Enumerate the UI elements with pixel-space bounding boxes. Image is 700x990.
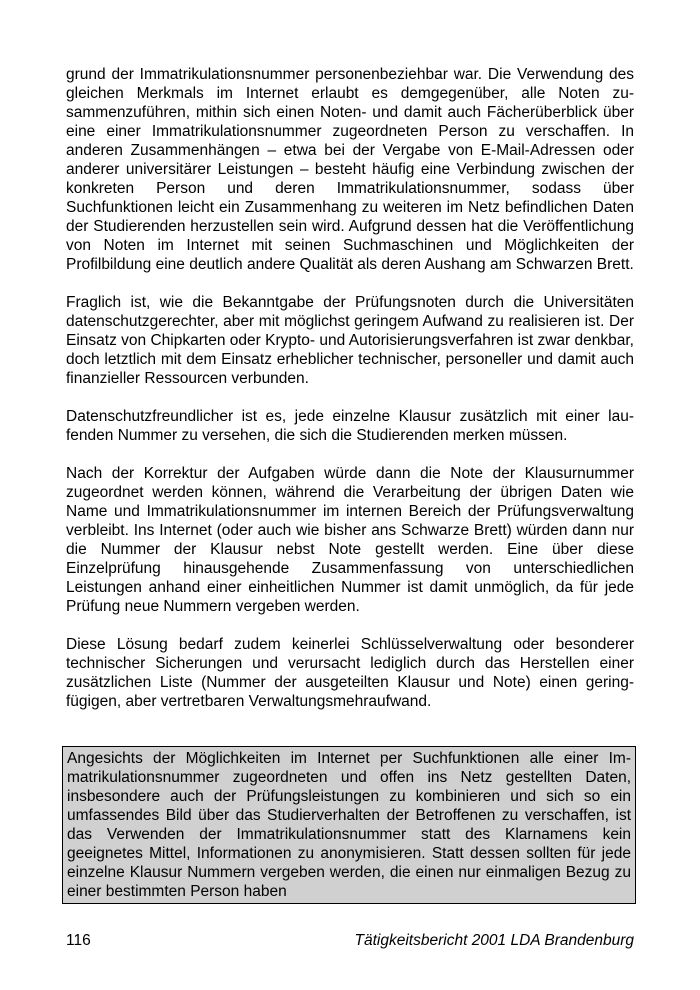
paragraph-bekanntgabe-pruefungsnoten: Fraglich ist, wie die Bekanntgabe der Prüfungsnoten durch die Universitäten datenschutzgerechter, aber mit möglichst geringem Aufwand zu realisieren ist. Der Einsatz von Chipkarten oder Krypto- und Autorisierungsverfahren ist zwar denkbar, doch letztlich mit dem Einsatz erheblicher technischer, personeller und damit auch finanzieller Ressourcen verbunden. <box>66 294 634 387</box>
page-number: 116 <box>66 932 91 949</box>
running-title: Tätigkeitsbericht 2001 LDA Brandenburg <box>354 932 634 949</box>
paragraph-immatrikulationsnummer-internet: grund der Immatrikulationsnummer personenbeziehbar war. Die Verwendung des gleichen Merkmals im Internet erlaubt es demgegenüber, alle Noten zusammenzuführen, mithin sich einen Noten- und damit auch Fächerüberblick über eine einer Immatrikulationsnummer zugeordneten Person zu verschaffen. In anderen Zusammenhängen – etwa bei der Vergabe von E-Mail-Adressen oder anderer universitärer Leistungen – besteht häufig eine Verbindung zwischen der konkreten Person und deren Immatrikulationsnummer, sodass über Suchfunktionen leicht ein Zusammenhang zu weiteren im Netz befindlichen Daten der Studierenden herzustellen sein wird. Aufgrund dessen hat die Veröffentlichung von Noten im Internet mit seinen Suchmaschinen und Möglichkeiten der Profilbildung eine deutlich andere Qualität als deren Aushang am Schwarzen Brett. <box>66 66 634 273</box>
paragraph-korrektur-klausurnummer: Nach der Korrektur der Aufgaben würde dann die Note der Klausurnummer zugeordnet werden können, während die Verarbeitung der übrigen Daten wie Name und Immatrikulationsnummer im internen Bereich der Prüfungsverwaltung verbleibt. Ins Internet (oder auch wie bisher ans Schwarze Brett) würden dann nur die Nummer der Klausur nebst Note gestellt werden. Eine über diese Einzelprüfung hinausgehende Zusammenfassung von unterschiedlichen Leistungen anhand einer einheitlichen Nummer ist damit unmöglich, da für jede Prüfung neue Nummern vergeben werden. <box>66 465 634 615</box>
summary-box: Angesichts der Möglichkeiten im Internet per Suchfunktionen alle einer Immatrikulationsnummer zugeordneten und offen ins Netz gestellten Daten, insbesondere auch der Prüfungsleistungen zu kombinieren und sich so ein umfassendes Bild über das Studierverhalten der Betroffenen zu verschaffen, ist das Verwenden der Immatrikulationsnummer statt des Klarnamens kein geeignetes Mittel, Informationen zu anonymisieren. Statt dessen sollten für jede einzelne Klausur Nummern vergeben werden, die einen nur einmaligen Bezug zu einer bestimmten Person haben <box>62 746 636 904</box>
paragraph-laufende-nummer: Datenschutzfreundlicher ist es, jede einzelne Klausur zusätzlich mit einer laufenden Nummer zu versehen, die sich die Studierenden merken müssen. <box>66 408 634 444</box>
document-body <box>66 65 634 730</box>
paragraph-verwaltungsmehraufwand: Diese Lösung bedarf zudem keinerlei Schlüsselverwaltung oder besonderer technischer Sicherungen und verursacht lediglich durch das Herstellen einer zusätzlichen Liste (Nummer der ausgeteilten Klausur und Note) einen geringfügigen, aber vertretbaren Verwaltungsmehraufwand. <box>66 636 634 710</box>
